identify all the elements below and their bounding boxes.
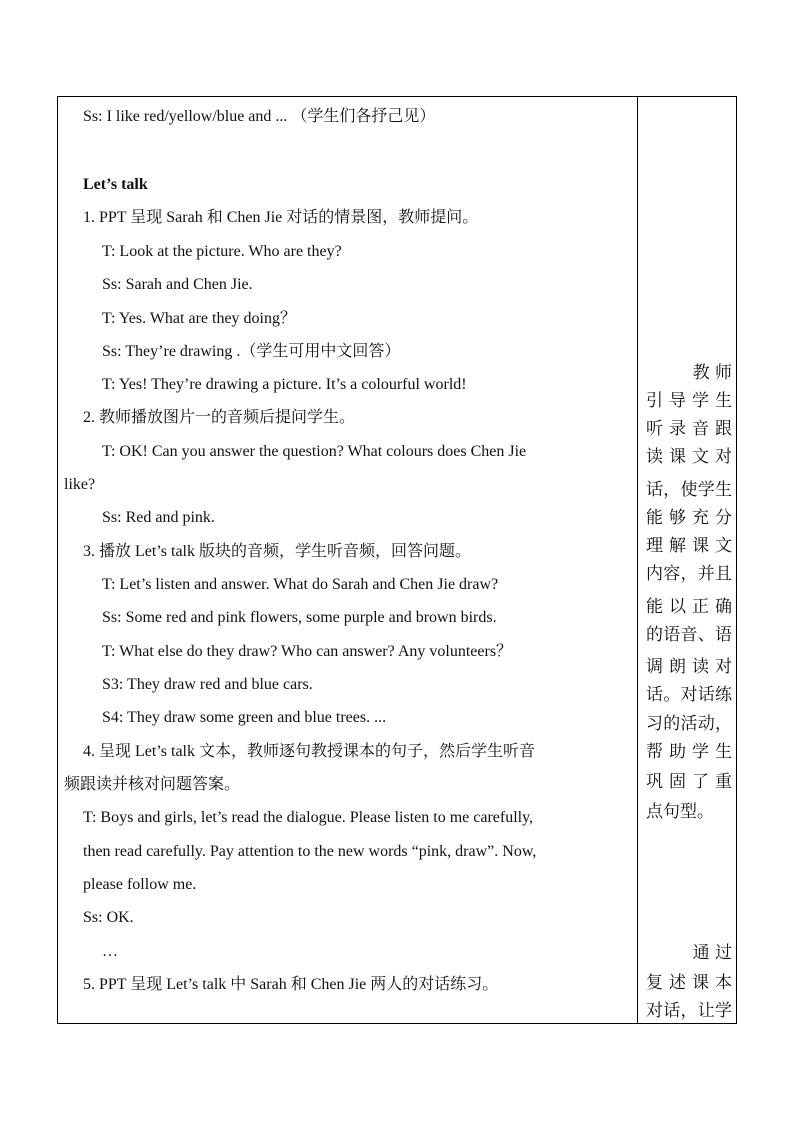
dialogue-line: Ss: They’re drawing .（学生可用中文回答） bbox=[102, 343, 401, 360]
dialogue-line: Ss: Red and pink. bbox=[102, 509, 215, 526]
note-line: 理解课文 bbox=[646, 536, 732, 556]
ellipsis-line: … bbox=[102, 943, 118, 960]
step-5: 5. PPT 呈现 Let’s talk 中 Sarah 和 Chen Jie 两人的对话练习。 bbox=[83, 976, 499, 993]
note-line: 内容，并且 bbox=[646, 564, 732, 584]
note-line: 习的活动， bbox=[646, 714, 732, 734]
note-line: 复述课本 bbox=[646, 973, 732, 993]
step-3: 3. 播放 Let’s talk 版块的音频，学生听音频，回答问题。 bbox=[83, 543, 471, 560]
note-line: 引导学生 bbox=[646, 391, 732, 411]
dialogue-line: S3: They draw red and blue cars. bbox=[102, 676, 313, 693]
note-line: 能够充分 bbox=[646, 508, 732, 528]
note-line: 读课文对 bbox=[646, 447, 732, 467]
procedure-column bbox=[58, 97, 637, 1023]
purpose-column bbox=[638, 97, 737, 1023]
note-line: 帮助学生 bbox=[646, 742, 732, 762]
step-4-wrap: 频跟读并核对问题答案。 bbox=[64, 776, 241, 793]
note-line: 话。对话练 bbox=[646, 685, 732, 705]
step-1: 1. PPT 呈现 Sarah 和 Chen Jie 对话的情景图，教师提问。 bbox=[83, 209, 479, 226]
dialogue-line: T: Look at the picture. Who are they? bbox=[102, 243, 342, 260]
dialogue-line: T: OK! Can you answer the question? What colours does Chen Jie bbox=[102, 443, 527, 460]
step-4: 4. 呈现 Let’s talk 文本，教师逐句教授课本的句子，然后学生听音 bbox=[83, 743, 535, 760]
dialogue-line: T: Yes! They’re drawing a picture. It’s a colourful world! bbox=[102, 376, 467, 393]
note-line: 听录音跟 bbox=[646, 419, 732, 439]
note-line: 话，使学生 bbox=[646, 480, 732, 500]
section-heading: Let’s talk bbox=[83, 176, 148, 193]
dialogue-line: T: Yes. What are they doing？ bbox=[102, 310, 296, 327]
dialogue-line: T: Let’s listen and answer. What do Sarah and Chen Jie draw? bbox=[102, 576, 499, 593]
note-line: 的语音、语 bbox=[646, 625, 732, 645]
dialogue-line: S4: They draw some green and blue trees. ... bbox=[102, 709, 387, 726]
dialogue-line: Ss: OK. bbox=[83, 909, 134, 926]
dialogue-line: Ss: Sarah and Chen Jie. bbox=[102, 276, 253, 293]
step-2: 2. 教师播放图片一的音频后提问学生。 bbox=[83, 409, 356, 426]
text-line: Ss: I like red/yellow/blue and ... （学生们各抒己见） bbox=[83, 108, 436, 125]
dialogue-line: please follow me. bbox=[83, 876, 197, 893]
dialogue-line-wrap: like? bbox=[64, 476, 96, 493]
dialogue-line: Ss: Some red and pink flowers, some purple and brown birds. bbox=[102, 609, 497, 626]
dialogue-line: T: What else do they draw? Who can answer? Any volunteers？ bbox=[102, 643, 513, 660]
dialogue-line: then read carefully. Pay attention to the new words “pink, draw”. Now, bbox=[83, 843, 537, 860]
note-line: 通 过 bbox=[692, 943, 732, 963]
dialogue-line: T: Boys and girls, let’s read the dialogue. Please listen to me carefully, bbox=[83, 809, 534, 826]
note-line: 教 师 bbox=[692, 363, 732, 383]
note-line: 对话，让学 bbox=[646, 1001, 732, 1021]
note-line: 调朗读对 bbox=[646, 657, 732, 677]
note-line: 能以正确 bbox=[646, 597, 732, 617]
note-line: 巩固了重 bbox=[646, 772, 732, 792]
note-line: 点句型。 bbox=[646, 802, 714, 822]
lesson-table bbox=[57, 96, 737, 1024]
